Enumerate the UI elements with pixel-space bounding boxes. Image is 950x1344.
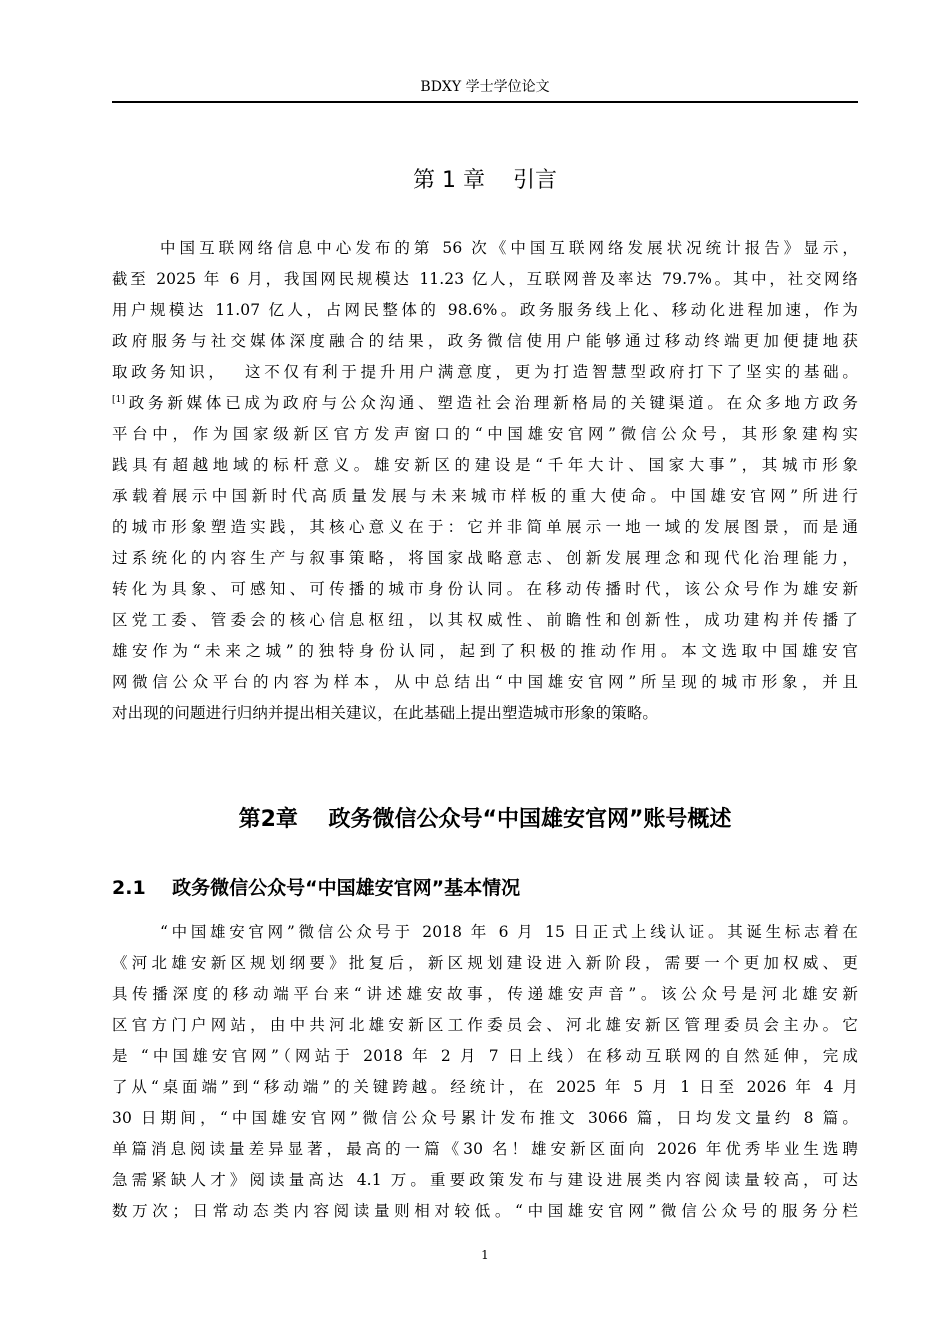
paragraph-line: 数万次；日常动态类内容阅读量则相对较低。“中国雄安官网”微信公众号的服务分栏	[112, 1202, 858, 1220]
paragraph-line: 过系统化的内容生产与叙事策略，将国家战略意志、创新发展理念和现代化治理能力，	[112, 549, 858, 567]
paragraph-line: 急需紧缺人才》阅读量高达 4.1 万。重要政策发布与建设进展类内容阅读量较高，可达	[112, 1171, 858, 1189]
paragraph-line: “中国雄安官网”微信公众号于 2018 年 6 月 15 日正式上线认证。其诞生标志着在	[160, 923, 858, 941]
header-rule	[112, 101, 858, 103]
paragraph-line: 是 “中国雄安官网”（网站于 2018 年 2 月 7 日上线）在移动互联网的自然延伸，完成	[112, 1047, 858, 1065]
paragraph-line: 的城市形象塑造实践，其核心意义在于：它并非简单展示一地一域的发展图景，而是通	[112, 518, 858, 536]
paragraph-line: 网微信公众平台的内容为样本，从中总结出“中国雄安官网”所呈现的城市形象，并且	[112, 673, 858, 691]
paragraph-line: 区党工委、管委会的核心信息枢纽，以其权威性、前瞻性和创新性，成功建构并传播了	[112, 611, 858, 629]
chapter-2-title: 第2章 政务微信公众号“中国雄安官网”账号概述	[238, 807, 732, 832]
chapter-1-title: 第 1 章 引言	[413, 168, 557, 193]
paragraph-line: 用户规模达 11.07 亿人，占网民整体的 98.6%。政务服务线上化、移动化进程加速，作为	[112, 301, 858, 319]
paragraph-line: 践具有超越地域的标杆意义。雄安新区的建设是“千年大计、国家大事”，其城市形象	[112, 456, 858, 474]
paragraph-line-last: 对出现的问题进行归纳并提出相关建议，在此基础上提出塑造城市形象的策略。	[112, 704, 659, 722]
paragraph-line: 了从“桌面端”到“移动端”的关键跨越。经统计，在 2025 年 5 月 1 日至 2026 年 4 月	[112, 1078, 858, 1096]
reference-mark[interactable]: [1]	[112, 395, 126, 405]
page-number: 1	[481, 1248, 489, 1262]
paragraph-line: 《河北雄安新区规划纲要》批复后，新区规划建设进入新阶段，需要一个更加权威、更	[112, 954, 858, 972]
section-2-1-title: 2.1 政务微信公众号“中国雄安官网”基本情况	[112, 877, 521, 899]
paragraph-line: 30 日期间，“中国雄安官网”微信公众号累计发布推文 3066 篇，日均发文量约 8 篇。	[112, 1109, 858, 1127]
section-2-1-paragraph	[112, 917, 858, 1227]
paragraph-line: 取政务知识， 这不仅有利于提升用户满意度，更为打造智慧型政府打下了坚实的基础。	[112, 363, 858, 381]
page-header: BDXY 学士学位论文	[420, 79, 550, 95]
paragraph-line: 平台中，作为国家级新区官方发声窗口的“中国雄安官网”微信公众号，其形象建构实	[112, 425, 858, 443]
paragraph-line: 转化为具象、可感知、可传播的城市身份认同。在移动传播时代，该公众号作为雄安新	[112, 580, 858, 598]
paragraph-line: 单篇消息阅读量差异显著，最高的一篇《30 名！雄安新区面向 2026 年优秀毕业生选聘	[112, 1140, 858, 1158]
paragraph-line: 中国互联网络信息中心发布的第 56 次《中国互联网络发展状况统计报告》显示，	[160, 239, 858, 257]
paragraph-line: 政府服务与社交媒体深度融合的结果，政务微信使用户能够通过移动终端更加便捷地获	[112, 332, 858, 350]
paragraph-line: 区官方门户网站，由中共河北雄安新区工作委员会、河北雄安新区管理委员会主办。它	[112, 1016, 858, 1034]
paragraph-line-with-reference	[112, 388, 858, 419]
chapter-1-paragraph	[112, 233, 858, 729]
paragraph-line: 截至 2025 年 6 月，我国网民规模达 11.23 亿人，互联网普及率达 79.7%。其中，社交网络	[112, 270, 858, 288]
paragraph-line: 具传播深度的移动端平台来“讲述雄安故事，传递雄安声音”。该公众号是河北雄安新	[112, 985, 858, 1003]
paragraph-line: 雄安作为“未来之城”的独特身份认同，起到了积极的推动作用。本文选取中国雄安官	[112, 642, 858, 660]
paragraph-line-text: 政务新媒体已成为政府与公众沟通、塑造社会治理新格局的关键渠道。在众多地方政务	[125, 394, 858, 412]
paragraph-line: 承载着展示中国新时代高质量发展与未来城市样板的重大使命。中国雄安官网”所进行	[112, 487, 858, 505]
